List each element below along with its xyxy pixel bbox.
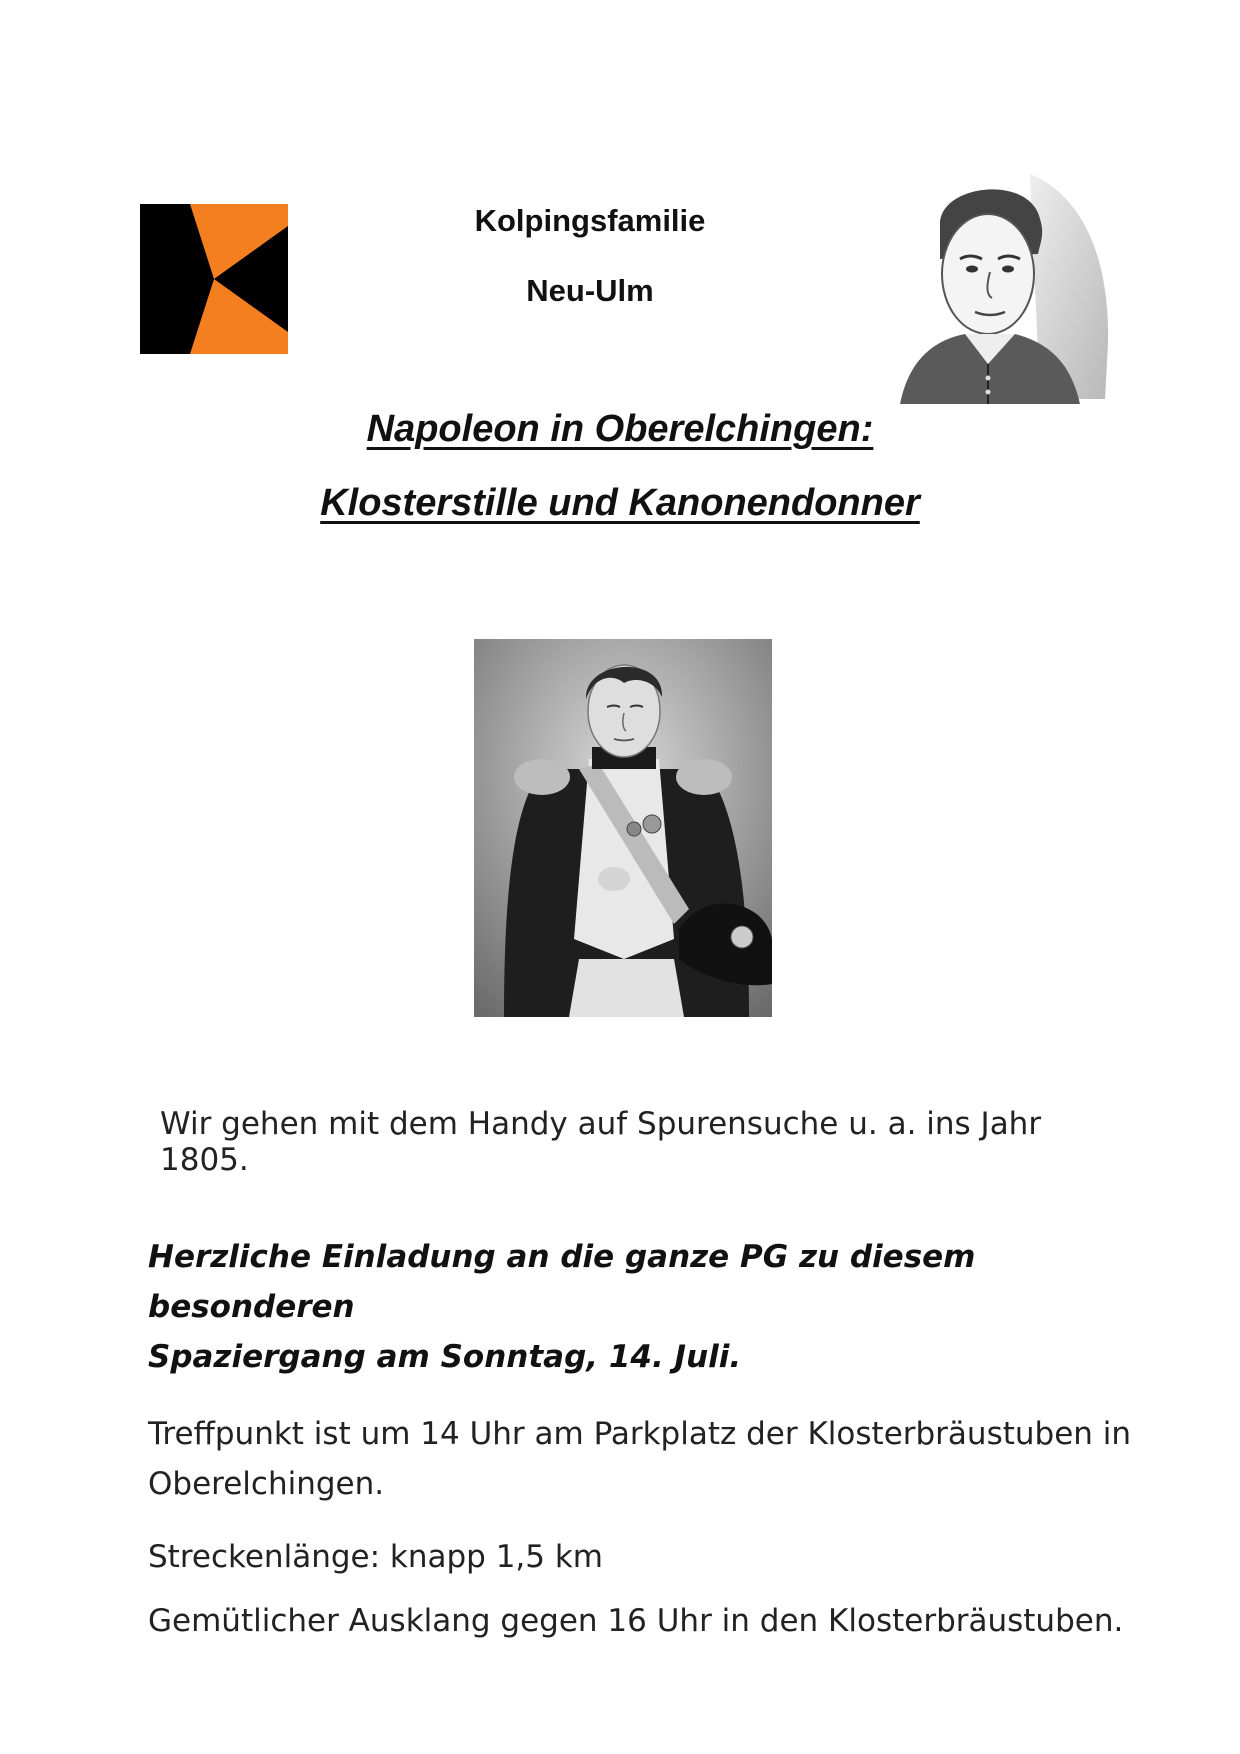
invitation-line1: Herzliche Einladung an die ganze PG zu diesem besonderen	[148, 1239, 976, 1325]
invitation-text	[148, 1232, 1108, 1382]
title-line1: Napoleon in Oberelchingen:	[366, 408, 874, 450]
kolping-logo	[140, 204, 288, 354]
title-line2: Klosterstille und Kanonendonner	[320, 482, 920, 524]
meeting-line1: Treffpunkt ist um 14 Uhr am Parkplatz der Klosterbräustuben in	[148, 1416, 1132, 1452]
org-name-line1: Kolpingsfamilie	[474, 203, 706, 238]
kolping-portrait-sketch	[880, 164, 1120, 404]
meeting-line2: Oberelchingen.	[148, 1466, 385, 1502]
org-name-line2: Neu-Ulm	[526, 273, 654, 308]
route-length-text: Streckenlänge: knapp 1,5 km	[148, 1539, 603, 1575]
napoleon-portrait	[474, 639, 772, 1017]
lead-text: Wir gehen mit dem Handy auf Spurensuche u. a. ins Jahr 1805.	[160, 1106, 1042, 1178]
closing-text: Gemütlicher Ausklang gegen 16 Uhr in den Klosterbräustuben.	[148, 1603, 1124, 1639]
organization-name	[380, 196, 800, 316]
invitation-line2: Spaziergang am Sonntag, 14. Juli.	[148, 1339, 742, 1375]
meeting-point-text	[148, 1409, 1148, 1509]
